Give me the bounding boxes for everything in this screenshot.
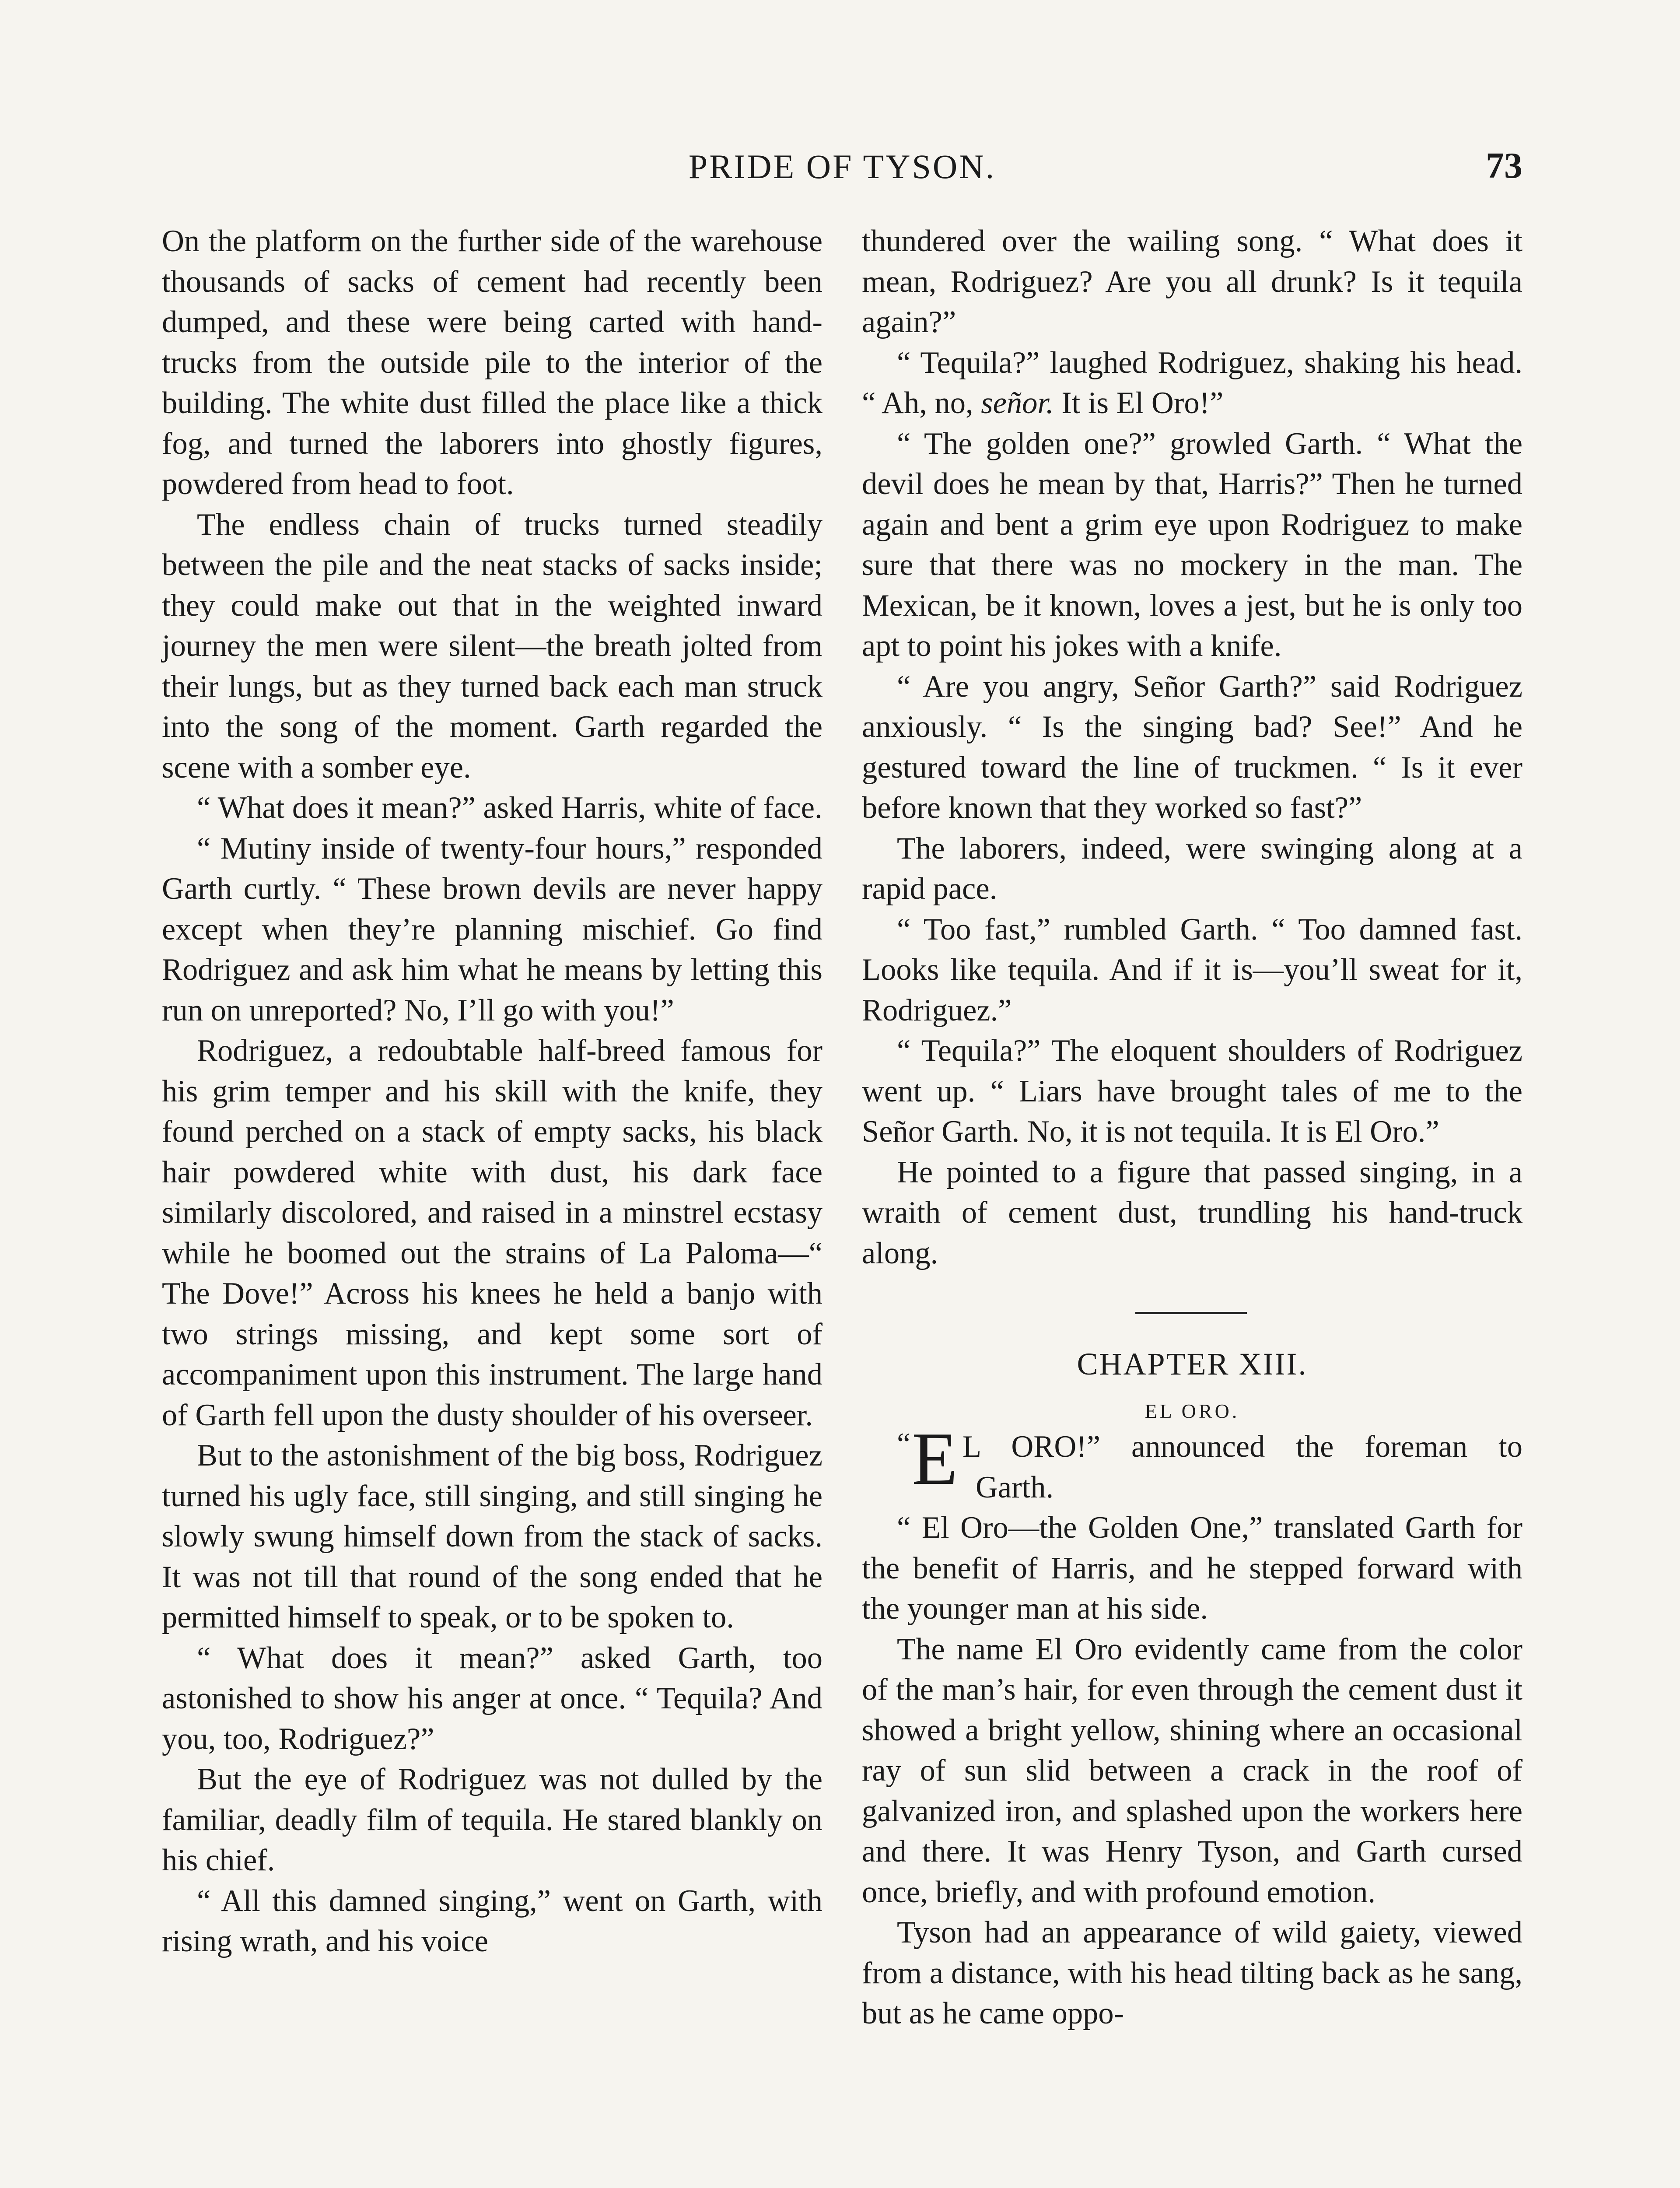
paragraph: “ All this damned singing,” went on Garth, with rising wrath, and his voice: [162, 1883, 822, 1958]
opening-line: L ORO!” announced the foreman to: [962, 1430, 1522, 1464]
paragraph: But the eye of Rodriguez was not dulled by the familiar, deadly film of tequila. He stared blankly on his chief.: [162, 1762, 822, 1877]
opening-line: Garth.: [976, 1470, 1054, 1504]
paragraph: The laborers, indeed, were swinging along at a rapid pace.: [862, 831, 1522, 906]
paragraph: “ Tequila?” The eloquent shoulders of Rodriguez went up. “ Liars have brought tales of me to the Señor Garth. No, it is not tequila. It is El Oro.”: [862, 1034, 1522, 1149]
paragraph: Tyson had an appearance of wild gaiety, viewed from a distance, with his head tilting back as he sang, but as he came oppo-: [862, 1915, 1522, 2030]
chapter-title: CHAPTER XIII.: [1077, 1346, 1308, 1382]
paragraph-text: “ Tequila?” laughed Rodriguez, shaking his head. “ Ah, no,: [862, 345, 1522, 420]
paragraph: He pointed to a figure that passed singing, in a wraith of cement dust, trundling his hand-truck along.: [862, 1155, 1522, 1270]
drop-cap: E: [912, 1417, 958, 1501]
paragraph: “ What does it mean?” asked Garth, too astonished to show his anger at once. “ Tequila? And you, too, Rodriguez?”: [162, 1641, 822, 1756]
left-column: [162, 221, 822, 1962]
paragraph: “ The golden one?” growled Garth. “ What the devil does he mean by that, Harris?” Then he turned again and bent a grim eye upon Rodriguez to make sure that there was no mockery in the man. The Mexican, be it known, loves a jest, but he is only too apt to point his jokes with a knife.: [862, 426, 1522, 663]
paragraph: But to the astonishment of the big boss, Rodriguez turned his ugly face, still singing, and still singing he slowly swung himself down from the stack of sacks. It was not till that round of the song ended that he permitted himself to speak, or to be spoken to.: [162, 1438, 822, 1634]
page-number: 73: [1486, 145, 1522, 186]
section-divider: [862, 1273, 1522, 1339]
paragraph: “ Mutiny inside of twenty-four hours,” responded Garth curtly. “ These brown devils are never happy except when they’re planning mischief. Go find Rodriguez and ask him what he means by letting this run on unreported? No, I’ll go with you!”: [162, 831, 822, 1027]
chapter-subtitle: EL ORO.: [1144, 1400, 1240, 1422]
right-column: [862, 221, 1522, 2034]
paragraph: “ Too fast,” rumbled Garth. “ Too damned fast. Looks like tequila. And if it is—you’ll sweat for it, Rodriguez.”: [862, 912, 1522, 1027]
opening-quote: “: [897, 1427, 911, 1461]
paragraph: thundered over the wailing song. “ What does it mean, Rodriguez? Are you all drunk? Is it tequila again?”: [862, 224, 1522, 339]
chapter-opening: [862, 1417, 1522, 1508]
paragraph: “ What does it mean?” asked Harris, white of face.: [197, 791, 822, 825]
running-head: [162, 144, 1522, 193]
paragraph: “ Are you angry, Señor Garth?” said Rodriguez anxiously. “ Is the singing bad? See!” And he gestured toward the line of truckmen. “ Is it ever before known that they worked so fast?”: [862, 669, 1522, 825]
senor-italic: señor.: [981, 386, 1054, 420]
paragraph: The name El Oro evidently came from the color of the man’s hair, for even through the cement dust it showed a bright yellow, shining where an occasional ray of sun slid between a crack in the roof of galvanized iron, and splashed upon the workers here and there. It was Henry Tyson, and Garth cursed once, briefly, and with profound emotion.: [862, 1632, 1522, 1909]
paragraph: On the platform on the further side of the warehouse thousands of sacks of cement had recently been dumped, and these were being carted with hand-trucks from the outside pile to the interior of the building. The white dust filled the place like a thick fog, and turned the laborers into ghostly figures, powdered from head to foot.: [162, 224, 822, 501]
paragraph: Rodriguez, a redoubtable half-breed famous for his grim temper and his skill with the knife, they found perched on a stack of empty sacks, his black hair powdered white with dust, his dark face similarly discolored, and raised in a minstrel ecstasy while he boomed out the strains of La Paloma—“ The Dove!” Across his knees he held a banjo with two strings missing, and kept some sort of accompaniment upon this instrument. The large hand of Garth fell upon the dusty shoulder of his overseer.: [162, 1034, 822, 1432]
paragraph: “ El Oro—the Golden One,” translated Garth for the benefit of Harris, and he stepped forward with the younger man at his side.: [862, 1511, 1522, 1626]
paragraph: [862, 343, 1522, 424]
paragraph-text: It is El Oro!”: [1054, 386, 1224, 420]
running-title: PRIDE OF TYSON.: [688, 147, 996, 186]
paragraph: The endless chain of trucks turned steadily between the pile and the neat stacks of sacks inside; they could make out that in the weighted inward journey the men were silent—the breath jolted from their lungs, but as they turned back each man struck into the song of the moment. Garth regarded the scene with a somber eye.: [162, 507, 822, 785]
divider-rule: [1135, 1312, 1247, 1314]
